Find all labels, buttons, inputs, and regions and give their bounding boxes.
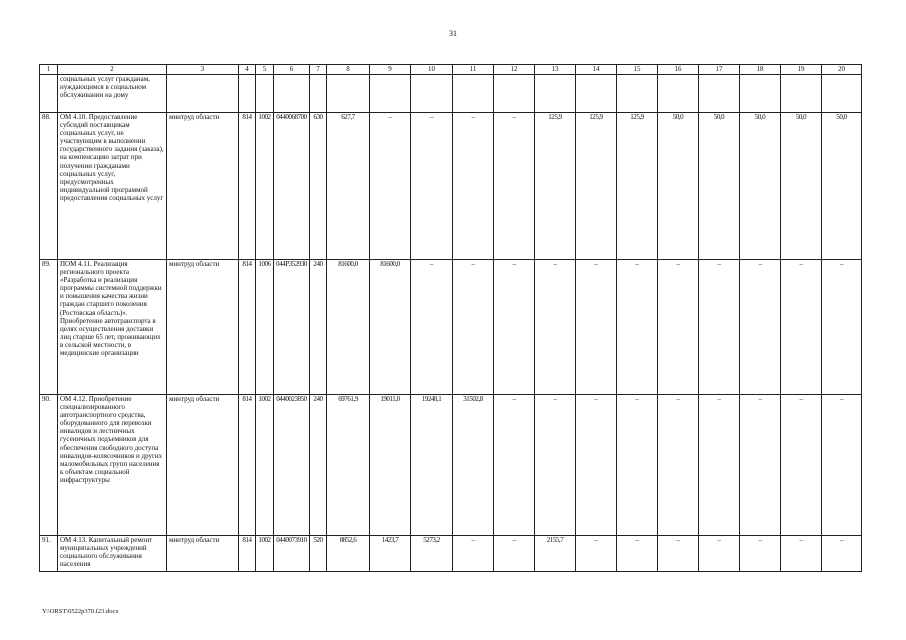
- amount-cell: –: [781, 395, 822, 536]
- amount-cell: [781, 75, 822, 113]
- column-header-9: 9: [370, 65, 411, 75]
- executor: минтруд области: [167, 536, 239, 572]
- amount-cell: –: [617, 395, 658, 536]
- amount-cell: 8852,6: [327, 536, 370, 572]
- column-header-10: 10: [411, 65, 453, 75]
- amount-cell: –: [576, 260, 617, 395]
- amount-cell: 50,0: [740, 113, 781, 260]
- grbs-code: [239, 75, 256, 113]
- amount-cell: –: [658, 395, 699, 536]
- amount-cell: –: [453, 113, 494, 260]
- amount-cell: –: [453, 536, 494, 572]
- amount-cell: [822, 75, 862, 113]
- column-header-2: 2: [58, 65, 167, 75]
- amount-cell: 627,7: [327, 113, 370, 260]
- amount-cell: 5273,2: [411, 536, 453, 572]
- amount-cell: 31502,8: [453, 395, 494, 536]
- column-header-17: 17: [699, 65, 740, 75]
- column-header-19: 19: [781, 65, 822, 75]
- amount-cell: –: [411, 113, 453, 260]
- expense-type-code: 630: [310, 113, 327, 260]
- file-path-footer: Y:\ORST\0522p370.f23.docx: [42, 608, 119, 615]
- amount-cell: [494, 75, 535, 113]
- amount-cell: 125,9: [535, 113, 576, 260]
- amount-cell: –: [617, 536, 658, 572]
- amount-cell: [617, 75, 658, 113]
- amount-cell: [370, 75, 411, 113]
- executor: минтруд области: [167, 113, 239, 260]
- amount-cell: –: [494, 536, 535, 572]
- table-row: [40, 75, 862, 113]
- amount-cell: [740, 75, 781, 113]
- amount-cell: –: [781, 260, 822, 395]
- amount-cell: 2155,7: [535, 536, 576, 572]
- row-number: 91.: [40, 536, 58, 572]
- target-article-code: 0440073910: [274, 536, 310, 572]
- amount-cell: –: [453, 260, 494, 395]
- target-article-code: 0440023850: [274, 395, 310, 536]
- amount-cell: [576, 75, 617, 113]
- amount-cell: –: [658, 260, 699, 395]
- column-header-18: 18: [740, 65, 781, 75]
- event-name: ПОМ 4.11. Реализация регионального проекта «Разработка и реализация программы системной поддержки и повышения качества жизни граждан старшего поколения (Ростовская область)». Приобретение автотранспорта в целях осуществления доставки лиц старше 65 лет, проживающих в сельской местности, в медицинские организации: [58, 260, 167, 395]
- row-number: [40, 75, 58, 113]
- column-header-5: 5: [256, 65, 274, 75]
- amount-cell: 125,9: [576, 113, 617, 260]
- amount-cell: [535, 75, 576, 113]
- amount-cell: 81600,0: [327, 260, 370, 395]
- event-name: ОМ 4.12. Приобретение специализированного автотранспортного средства, оборудованного для перевозки инвалидов и лестничных гусеничных подъемников для обеспечения свободного доступа инвалидов-колясочников и других маломобильных групп населения к объектам социальной инфраструктуры: [58, 395, 167, 536]
- executor: минтруд области: [167, 260, 239, 395]
- section-code: 1002: [256, 536, 274, 572]
- column-header-13: 13: [535, 65, 576, 75]
- amount-cell: 50,0: [658, 113, 699, 260]
- amount-cell: –: [494, 260, 535, 395]
- target-article-code: 0440068700: [274, 113, 310, 260]
- column-header-11: 11: [453, 65, 494, 75]
- amount-cell: –: [740, 260, 781, 395]
- column-header-20: 20: [822, 65, 862, 75]
- grbs-code: 814: [239, 113, 256, 260]
- amount-cell: [658, 75, 699, 113]
- table-row: [40, 395, 862, 536]
- amount-cell: 50,0: [699, 113, 740, 260]
- amount-cell: –: [740, 395, 781, 536]
- amount-cell: –: [617, 260, 658, 395]
- row-number: 88.: [40, 113, 58, 260]
- table-row: [40, 113, 862, 260]
- amount-cell: –: [576, 395, 617, 536]
- amount-cell: –: [781, 536, 822, 572]
- row-number: 90.: [40, 395, 58, 536]
- column-header-8: 8: [327, 65, 370, 75]
- column-header-1: 1: [40, 65, 58, 75]
- column-header-12: 12: [494, 65, 535, 75]
- column-header-4: 4: [239, 65, 256, 75]
- event-name: ОМ 4.13. Капитальный ремонт муниципальных учреждений социального обслуживания населения: [58, 536, 167, 572]
- amount-cell: –: [699, 395, 740, 536]
- amount-cell: –: [535, 260, 576, 395]
- column-header-3: 3: [167, 65, 239, 75]
- grbs-code: 814: [239, 536, 256, 572]
- expense-type-code: [310, 75, 327, 113]
- amount-cell: [327, 75, 370, 113]
- expense-type-code: 520: [310, 536, 327, 572]
- amount-cell: –: [658, 536, 699, 572]
- column-header-15: 15: [617, 65, 658, 75]
- amount-cell: –: [370, 113, 411, 260]
- amount-cell: 50,0: [781, 113, 822, 260]
- row-number: 89.: [40, 260, 58, 395]
- section-code: 1002: [256, 113, 274, 260]
- executor: [167, 75, 239, 113]
- column-number-header: [40, 65, 862, 75]
- amount-cell: –: [699, 260, 740, 395]
- event-name: ОМ 4.10. Предоставление субсидий поставщикам социальных услуг, не участвующим в выполнении государственного задания (заказа), на компенсацию затрат при получении гражданами социальных услуг, предусмотренных индивидуальной программой предоставления социальных услуг: [58, 113, 167, 260]
- column-header-14: 14: [576, 65, 617, 75]
- amount-cell: [453, 75, 494, 113]
- grbs-code: 814: [239, 395, 256, 536]
- amount-cell: [411, 75, 453, 113]
- event-name: социальных услуг гражданам, нуждающимся в социальном обслуживании на дому: [58, 75, 167, 113]
- amount-cell: –: [822, 536, 862, 572]
- amount-cell: –: [822, 260, 862, 395]
- amount-cell: 81600,0: [370, 260, 411, 395]
- grbs-code: 814: [239, 260, 256, 395]
- table-row: [40, 260, 862, 395]
- section-code: 1002: [256, 395, 274, 536]
- amount-cell: –: [576, 536, 617, 572]
- amount-cell: [699, 75, 740, 113]
- amount-cell: 125,9: [617, 113, 658, 260]
- amount-cell: 19248,1: [411, 395, 453, 536]
- amount-cell: 19011,0: [370, 395, 411, 536]
- amount-cell: –: [494, 395, 535, 536]
- column-header-6: 6: [274, 65, 310, 75]
- expense-type-code: 240: [310, 260, 327, 395]
- amount-cell: –: [740, 536, 781, 572]
- budget-table: [39, 64, 862, 572]
- amount-cell: 69761,9: [327, 395, 370, 536]
- section-code: [256, 75, 274, 113]
- amount-cell: 1423,7: [370, 536, 411, 572]
- amount-cell: –: [494, 113, 535, 260]
- table-row: [40, 536, 862, 572]
- expense-type-code: 240: [310, 395, 327, 536]
- target-article-code: 044P352930: [274, 260, 310, 395]
- column-header-16: 16: [658, 65, 699, 75]
- page-number: 31: [449, 29, 457, 38]
- column-header-7: 7: [310, 65, 327, 75]
- amount-cell: –: [535, 395, 576, 536]
- amount-cell: –: [411, 260, 453, 395]
- table-body: [40, 65, 862, 572]
- amount-cell: –: [699, 536, 740, 572]
- executor: минтруд области: [167, 395, 239, 536]
- target-article-code: [274, 75, 310, 113]
- amount-cell: 50,0: [822, 113, 862, 260]
- section-code: 1006: [256, 260, 274, 395]
- amount-cell: –: [822, 395, 862, 536]
